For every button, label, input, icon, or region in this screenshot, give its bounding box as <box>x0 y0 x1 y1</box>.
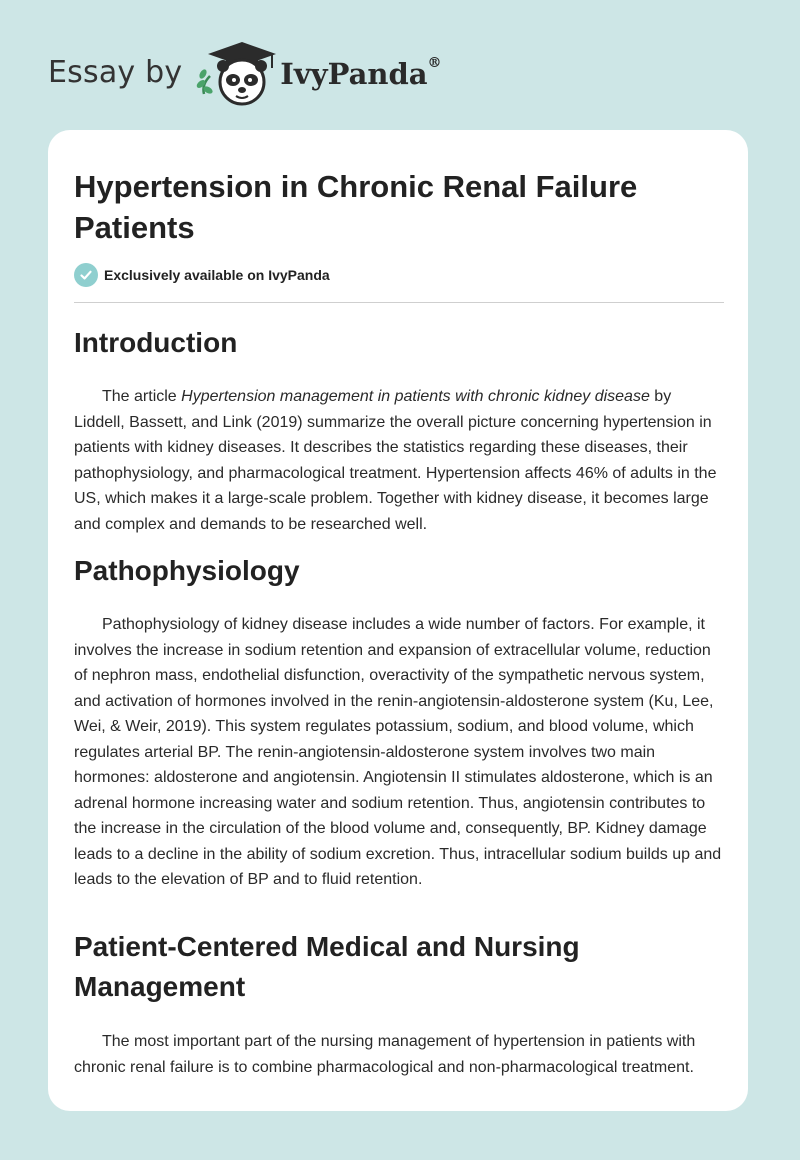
panda-graduate-icon[interactable] <box>192 36 278 108</box>
article-title-wrap <box>74 166 724 248</box>
section-introduction <box>74 323 724 363</box>
check-circle-icon <box>74 263 98 287</box>
essay-card <box>48 130 748 1111</box>
section-heading: Patient-Centered Medical and Nursing Management <box>74 931 580 1002</box>
section-heading: Introduction <box>74 327 238 358</box>
section-management-body <box>74 1029 724 1080</box>
section-pathophysiology <box>74 551 724 591</box>
essay-by-label: Essay by <box>48 54 183 90</box>
section-paragraph: The article Hypertension management in patients with chronic kidney disease by Liddell, Bassett, and Link (2019) summarize the overall picture concerning hypertension in patients with kidney diseases. It describes the statistics regarding these diseases, their pathophysiology, and pharmacological treatment. Hypertension affects 46% of adults in the US, which makes it a large-scale problem. Together with kidney disease, it becomes large and complex and demands to be researched well. <box>74 388 717 533</box>
section-introduction-body <box>74 384 724 537</box>
exclusive-badge-label: Exclusively available on IvyPanda <box>104 267 330 283</box>
title-divider <box>74 302 724 303</box>
exclusive-badge <box>74 263 724 287</box>
article-title: Hypertension in Chronic Renal Failure Patients <box>74 169 638 245</box>
brand-name[interactable]: IvyPanda® <box>280 55 442 91</box>
section-paragraph: Pathophysiology of kidney disease includes a wide number of factors. For example, it involves the increase in sodium retention and expansion of extracellular volume, reduction of nephron mass, endothelial disfunction, overactivity of the sympathetic nervous system, and activation of hormones involved in the renin-angiotensin-aldosterone system (Ku, Lee, Wei, & Weir, 2019). This system regulates potassium, sodium, and blood volume, which regulates arterial BP. The renin-angiotensin-aldosterone system involves two main hormones: aldosterone and angiotensin. Angiotensin II stimulates aldosterone, which is an adrenal hormone increasing water and sodium retention. Thus, angiotensin contributes to the increase in the circulation of the blood volume and, consequently, BP. Kidney damage leads to a decline in the ability of sodium excretion. Thus, intracellular sodium builds up and leads to the elevation of BP and to fluid retention. <box>74 616 722 888</box>
site-header <box>48 36 442 108</box>
section-paragraph: The most important part of the nursing management of hypertension in patients with chronic renal failure is to combine pharmacological and non-pharmacological treatment. <box>74 1033 696 1076</box>
section-management <box>74 927 724 1007</box>
section-heading: Pathophysiology <box>74 555 300 586</box>
section-pathophysiology-body <box>74 612 724 893</box>
